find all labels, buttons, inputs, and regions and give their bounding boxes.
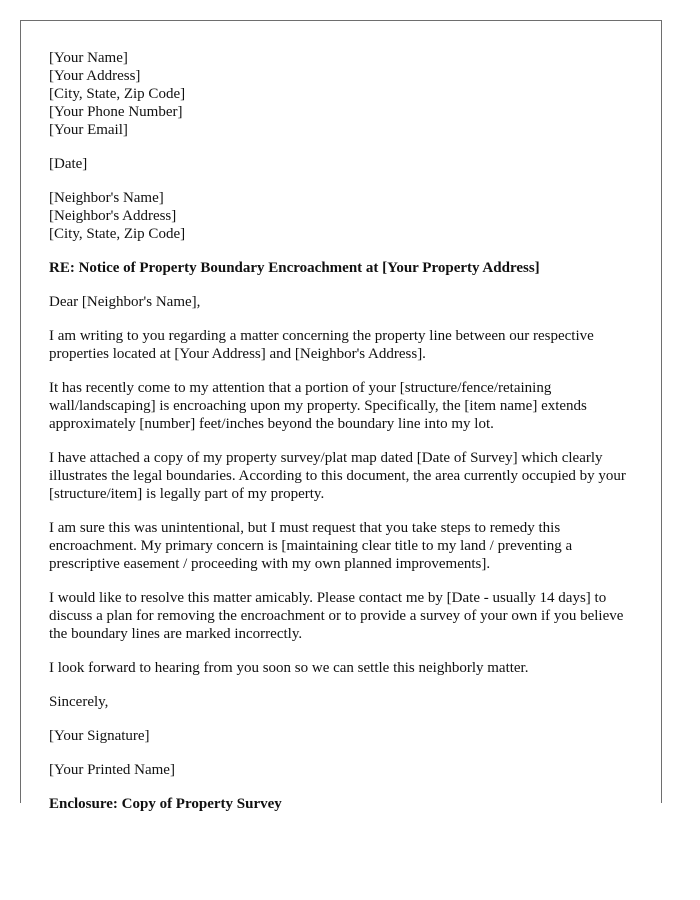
closing: Sincerely,: [49, 694, 109, 710]
body-paragraph-4: I am sure this was unintentional, but I must request that you take steps to remedy this encroachment. My primary concern is [maintaining clear title to my land / preventing a prescriptive easement / proceeding with my own planned improvements].: [49, 520, 573, 572]
letter-body: [49, 49, 639, 829]
letter-page: [20, 20, 662, 812]
printed-name-placeholder: [Your Printed Name]: [49, 762, 175, 778]
sender-address: [Your Address]: [49, 68, 141, 84]
body-paragraph-3: I have attached a copy of my property survey/plat map dated [Date of Survey] which clearly illustrates the legal boundaries. According to this document, the area currently occupied by your [structure/item] is legally part of my property.: [49, 450, 626, 502]
body-paragraph-2: It has recently come to my attention that a portion of your [structure/fence/retaining wall/landscaping] is encroaching upon my property. Specifically, the [item name] extends approximately [number] feet/inches beyond the boundary line into my lot.: [49, 380, 587, 432]
recipient-city-state-zip: [City, State, Zip Code]: [49, 226, 186, 242]
letter-date: [Date]: [49, 156, 88, 172]
body-paragraph-6: I look forward to hearing from you soon so we can settle this neighborly matter.: [49, 660, 529, 676]
sender-name: [Your Name]: [49, 50, 128, 66]
sender-phone: [Your Phone Number]: [49, 104, 183, 120]
signature-placeholder: [Your Signature]: [49, 728, 150, 744]
sender-block: [49, 49, 639, 139]
recipient-block: [49, 189, 639, 243]
sender-city-state-zip: [City, State, Zip Code]: [49, 86, 186, 102]
enclosure-line: Enclosure: Copy of Property Survey: [49, 796, 282, 812]
date-block: [49, 155, 639, 173]
subject-line: RE: Notice of Property Boundary Encroachment at [Your Property Address]: [49, 260, 540, 276]
salutation: Dear [Neighbor's Name],: [49, 294, 201, 310]
body-paragraph-1: I am writing to you regarding a matter concerning the property line between our respective properties located at [Your Address] and [Neighbor's Address].: [49, 328, 594, 362]
recipient-name: [Neighbor's Name]: [49, 190, 164, 206]
body-paragraph-5: I would like to resolve this matter amicably. Please contact me by [Date - usually 14 days] to discuss a plan for removing the encroachment or to provide a survey of your own if you believe the boundary lines are marked incorrectly.: [49, 590, 624, 642]
sender-email: [Your Email]: [49, 122, 128, 138]
recipient-address: [Neighbor's Address]: [49, 208, 177, 224]
